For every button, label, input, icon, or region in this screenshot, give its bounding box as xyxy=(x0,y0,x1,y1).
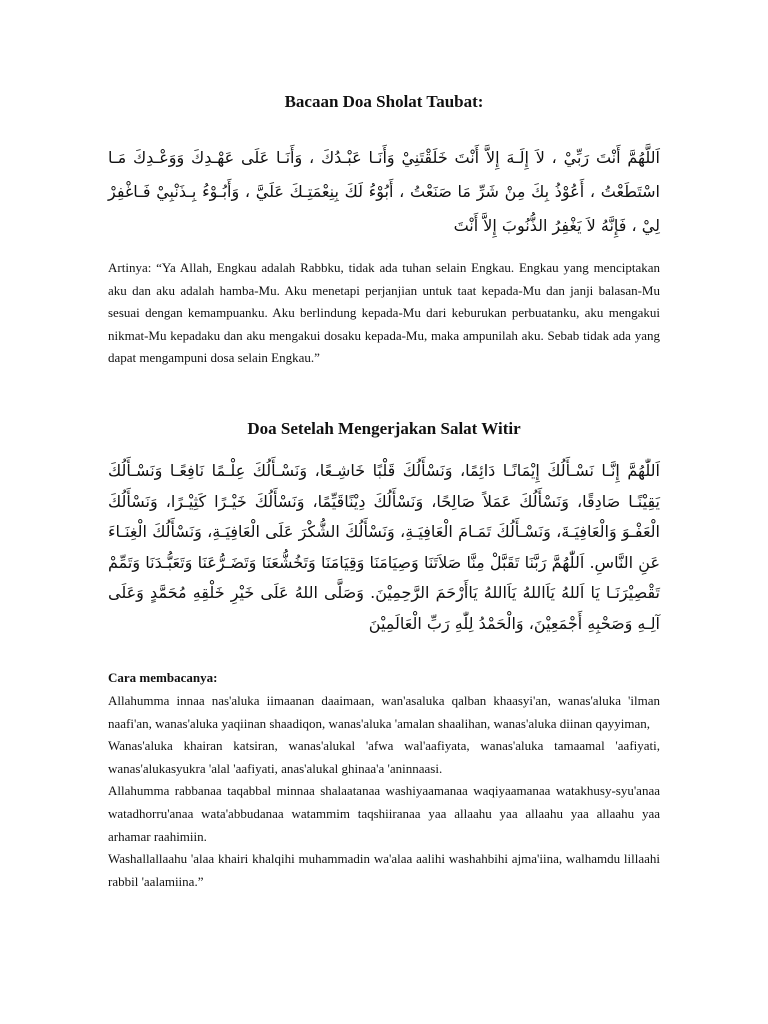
arabic-prayer-witir: اَللّٰهُمَّ إِنَّـا نَسْـأَلُكَ إِيْمَانًـا دَائِمًا، وَنَسْأَلُكَ قَلْبًا خَاشِـعًا، وَنَسْـأَلُكَ عِلْـمًا نَافِعًـا وَنَسْـأَلُكَ يَقِيْنًـا صَادِقًا، وَنَسْأَلُكَ عَمَلاً صَالِحًا، وَنَسْأَلُكَ دِيْنًاقَيِّمًا، وَنَسْأَلُكَ خَيْـرًا كَثِيْـرًا، وَنَسْأَلُكَ الْعَفْـوَ وَالْعَافِيَـةَ، وَنَسْـأَلُكَ تَمَـامَ الْعَافِيَـةِ، وَنَسْأَلُكَ الشُّكْرَ عَلَى الْعَافِيَـةِ، وَنَسْأَلُكَ الْغِنَـاءَ عَنِ النَّاسِ. اَللّٰهُمَّ رَبَّنَا تَقَبَّلْ مِنَّا صَلاَتَنَا وَصِيَامَنَا وَقِيَامَنَا وَتَخُشُّعَنَا وَتَضَـرُّعَنَا وَتَعَبُّـدَنَا وَتَمِّمْ تَقْصِيْرَنَـا يَا اَللهُ يَاَاللهُ يَاَاللهُ يَاأَرْحَمَ الرَّحِمِيْنَ. وَصَلَّى اللهُ عَلَى خَيْرِ خَلْقِهِ مُحَمَّدٍ وَعَلَى آلِـهِ وَصَحْبِهِ أَجْمَعِيْنَ، وَالْحَمْدُ لِلّٰهِ رَبِّ الْعَالَمِيْنَ xyxy=(108,461,660,633)
reading-guide-heading: Cara membacanya: xyxy=(108,670,218,685)
section-title-taubat: Bacaan Doa Sholat Taubat: xyxy=(284,92,484,111)
reading-guide xyxy=(108,690,660,893)
reading-guide-line: Washallallaahu 'alaa khairi khalqihi muhammadin wa'alaa aalihi washahbihi ajma'iina, walhamdu lillaahi rabbil 'aalamiina.” xyxy=(108,851,660,889)
section-title-witir: Doa Setelah Mengerjakan Salat Witir xyxy=(247,419,521,438)
reading-guide-line: Allahumma rabbanaa taqabbal minnaa shalaatanaa washiyaamanaa waqiyaamanaa watakhusy-syu'anaa watadhorru'anaa wata'abbudanaa watammim taqshiiranaa yaa allaahu yaa allaahu yaa allaahu yaa arhamar raahimiin. xyxy=(108,783,660,844)
arabic-prayer-taubat: اَللَّهُمَّ أَنْتَ رَبِّيْ ، لاَ إِلَـهَ إِلاَّ أَنْتَ خَلَقْتَنِيْ وَأَنَـا عَبْـدُكَ ، وَأَنَـا عَلَى عَهْـدِكَ وَوَعْـدِكَ مَـا اسْتَطَعْتُ ، أَعُوْذُ بِكَ مِنْ شَرِّ مَا صَنَعْتُ ، أَبُوْءُ لَكَ بِنِعْمَتِـكَ عَلَيَّ ، وَأَبُـوْءُ بِـذَنْبِيْ فَـاغْفِرْ لِيْ ، فَإِنَّهُ لاَ يَغْفِرُ الذُّنُوبَ إِلاَّ أَنْتَ xyxy=(108,148,660,235)
reading-guide-line: Wanas'aluka khairan katsiran, wanas'alukal 'afwa wal'aafiyata, wanas'aluka tamaamal 'aafiyati, wanas'alukasyukra 'alal 'aafiyati, anas'alukal ghinaa'a 'aninnaasi. xyxy=(108,738,660,776)
reading-guide-line: Allahumma innaa nas'aluka iimaanan daaimaan, wan'asaluka qalban khaasyi'an, wanas'aluka 'ilman naafi'an, wanas'aluka yaqiinan shaadiqon, wanas'aluka 'amalan shaalihan, wanas'aluka diinan qayyiman, xyxy=(108,693,660,731)
translation-paragraph: Artinya: “Ya Allah, Engkau adalah Rabbku, tidak ada tuhan selain Engkau. Engkau yang menciptakan aku dan aku adalah hamba-Mu. Aku menetapi perjanjian untuk taat kepada-Mu dan janji balasan-Mu sesuai dengan kemampuanku. Aku berlindung kepada-Mu dari keburukan perbuatanku, aku mengakui nikmat-Mu kepadaku dan aku mengakui dosaku kepada-Mu, maka ampunilah aku. Sebab tidak ada yang dapat mengampuni dosa selain Engkau.” xyxy=(108,260,660,365)
